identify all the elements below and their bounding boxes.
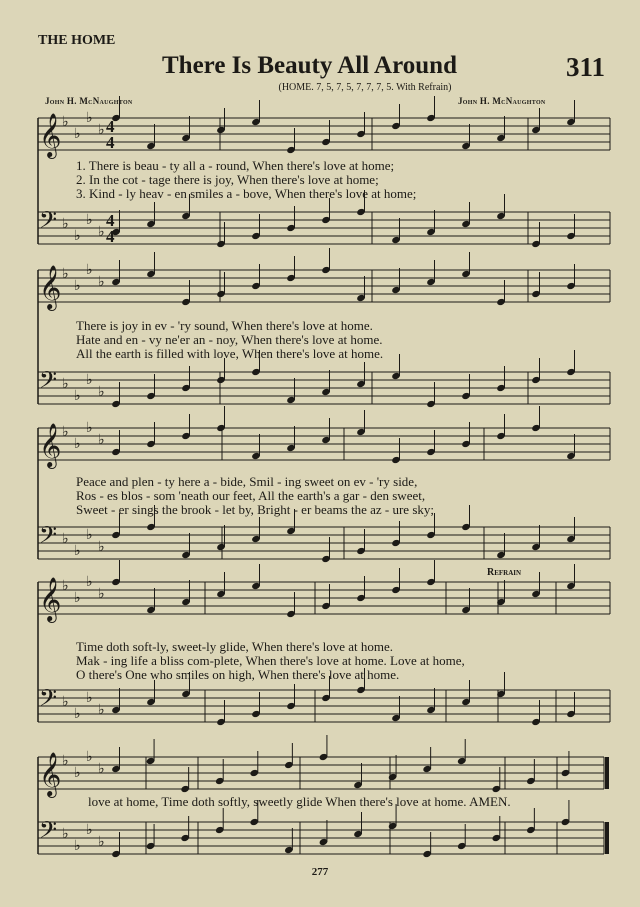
flat-icon: ♭: [98, 433, 105, 448]
flat-icon: ♭: [62, 115, 69, 130]
flat-icon: ♭: [98, 275, 105, 290]
lyric-line: Time doth soft-ly, sweet-ly glide, When there's love at home.: [76, 639, 394, 654]
flat-icon: ♭: [86, 750, 93, 765]
flat-icon: ♭: [62, 532, 69, 547]
flat-icon: ♭: [86, 823, 93, 838]
flat-icon: ♭: [74, 437, 81, 452]
lyric-line: Hate and en - vy ne'er an - noy, When there's love at home.: [76, 332, 383, 347]
treble-clef-icon: 𝄞: [39, 113, 62, 157]
flat-icon: ♭: [86, 528, 93, 543]
flat-icon: ♭: [62, 754, 69, 769]
flat-icon: ♭: [74, 707, 81, 722]
hymn-number: 311: [566, 52, 606, 82]
flat-icon: ♭: [74, 127, 81, 142]
lyric-line: Peace and plen - ty here a - bide, Smil - ing sweet on ev - 'ry side,: [76, 474, 418, 489]
flat-icon: ♭: [86, 421, 93, 436]
flat-icon: ♭: [86, 373, 93, 388]
flat-icon: ♭: [86, 575, 93, 590]
flat-icon: ♭: [62, 579, 69, 594]
flat-icon: ♭: [86, 691, 93, 706]
flat-icon: ♭: [86, 213, 93, 228]
treble-clef-icon: 𝄞: [39, 577, 62, 621]
flat-icon: ♭: [98, 703, 105, 718]
flat-icon: ♭: [74, 279, 81, 294]
lyric-line: There is joy in ev - 'ry sound, When there's love at home.: [76, 318, 373, 333]
lyric-line: All the earth is filled with love, When there's love at home.: [76, 346, 384, 361]
music-composer: John H. McNaughton: [458, 96, 546, 106]
flat-icon: ♭: [98, 225, 105, 240]
flat-icon: ♭: [98, 540, 105, 555]
flat-icon: ♭: [62, 217, 69, 232]
time-signature: 4: [106, 133, 115, 152]
flat-icon: ♭: [74, 839, 81, 854]
hymn-title: There Is Beauty All Around: [162, 52, 457, 79]
final-bar-line: [605, 822, 609, 854]
words-author: John H. McNaughton: [45, 96, 133, 106]
time-signature: 4: [106, 227, 115, 246]
flat-icon: ♭: [98, 123, 105, 138]
lyric-line: O there's One who smiles on high, When there's love at home.: [76, 667, 400, 682]
bass-clef-icon: 𝄢: [39, 206, 58, 239]
lyric-line: Sweet - er sings the brook - let by, Bright - er beams the az - ure sky;: [76, 502, 435, 517]
flat-icon: ♭: [62, 377, 69, 392]
lyric-line: 1. There is beau - ty all a - round, When there's love at home;: [76, 158, 395, 173]
flat-icon: ♭: [86, 263, 93, 278]
lyric-line: love at home, Time doth softly, sweetly glide When there's love at home. AMEN.: [88, 794, 511, 809]
flat-icon: ♭: [74, 229, 81, 244]
bass-clef-icon: 𝄢: [39, 816, 58, 849]
time-signature: 4: [106, 117, 115, 136]
final-bar-line: [605, 757, 609, 789]
time-signature: 4: [106, 211, 115, 230]
flat-icon: ♭: [62, 827, 69, 842]
section-heading: THE HOME: [38, 33, 116, 48]
refrain-label: Refrain: [487, 567, 522, 578]
treble-clef-icon: 𝄞: [39, 265, 62, 309]
flat-icon: ♭: [86, 111, 93, 126]
flat-icon: ♭: [74, 389, 81, 404]
flat-icon: ♭: [62, 425, 69, 440]
flat-icon: ♭: [98, 762, 105, 777]
flat-icon: ♭: [98, 587, 105, 602]
bass-clef-icon: 𝄢: [39, 521, 58, 554]
flat-icon: ♭: [74, 544, 81, 559]
flat-icon: ♭: [74, 766, 81, 781]
flat-icon: ♭: [98, 385, 105, 400]
treble-clef-icon: 𝄞: [39, 423, 62, 467]
lyric-line: Ros - es blos - som 'neath our feet, All the earth's a gar - den sweet,: [76, 488, 426, 503]
lyric-line: 3. Kind - ly heav - en smiles a - bove, When there's love at home;: [76, 186, 417, 201]
bass-clef-icon: 𝄢: [39, 366, 58, 399]
treble-clef-icon: 𝄞: [39, 752, 62, 796]
page-number: 277: [311, 866, 329, 878]
flat-icon: ♭: [62, 267, 69, 282]
bass-clef-icon: 𝄢: [39, 684, 58, 717]
flat-icon: ♭: [74, 591, 81, 606]
lyric-line: Mak - ing life a bliss com-plete, When there's love at home. Love at home,: [76, 653, 465, 668]
flat-icon: ♭: [62, 695, 69, 710]
flat-icon: ♭: [98, 835, 105, 850]
lyric-line: 2. In the cot - tage there is joy, When there's love at home;: [76, 172, 379, 187]
tune-meter: (HOME. 7, 5, 7, 5, 7, 7, 7, 5. With Refrain): [278, 82, 452, 93]
